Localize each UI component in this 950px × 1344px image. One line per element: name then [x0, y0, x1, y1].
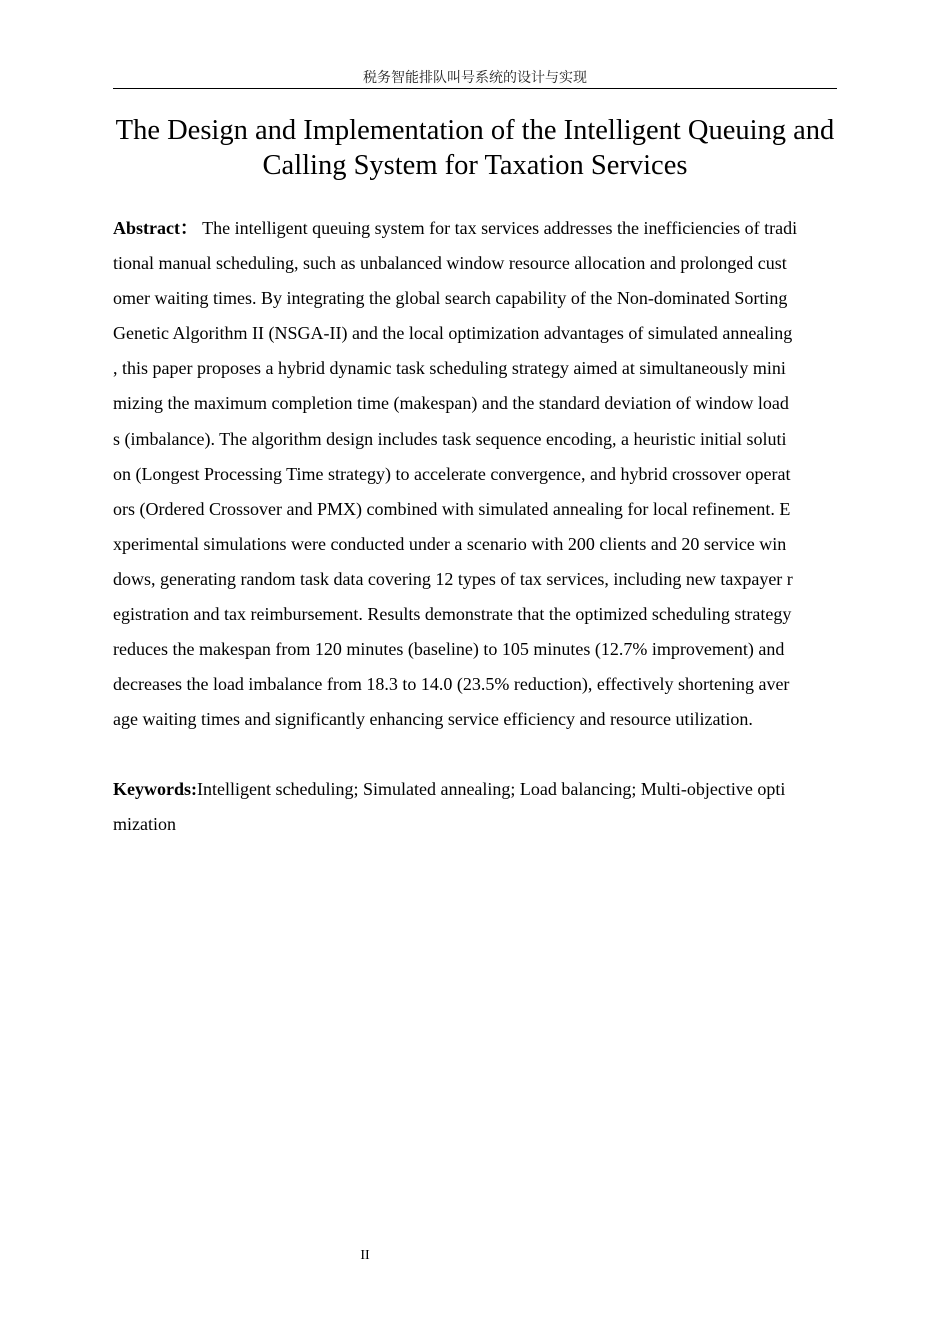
title-line-2: Calling System for Taxation Services — [262, 150, 688, 181]
abstract-line: xperimental simulations were conducted under a scenario with 200 clients and 20 service win — [113, 533, 787, 554]
abstract-line: omer waiting times. By integrating the global search capability of the Non-dominated Sorting — [113, 288, 788, 309]
running-header: 税务智能排队叫号系统的设计与实现 — [363, 70, 587, 86]
abstract-line: s (imbalance). The algorithm design includes task sequence encoding, a heuristic initial soluti — [113, 428, 787, 449]
abstract-line: age waiting times and significantly enhancing service efficiency and resource utilization. — [113, 709, 753, 730]
keywords-line — [113, 772, 837, 807]
abstract-line: mizing the maximum completion time (makespan) and the standard deviation of window load — [113, 393, 789, 414]
abstract-line: Genetic Algorithm II (NSGA-II) and the local optimization advantages of simulated annealing — [113, 323, 793, 344]
abstract-line: egistration and tax reimbursement. Results demonstrate that the optimized scheduling strategy — [113, 604, 792, 625]
abstract-line: decreases the load imbalance from 18.3 to 14.0 (23.5% reduction), effectively shortening aver — [113, 674, 790, 695]
header-rule — [113, 88, 837, 89]
abstract-line: dows, generating random task data covering 12 types of tax services, including new taxpayer r — [113, 568, 793, 589]
keywords-section — [113, 772, 837, 842]
paper-title — [108, 113, 842, 183]
abstract-line: reduces the makespan from 120 minutes (baseline) to 105 minutes (12.7% improvement) and — [113, 639, 785, 660]
abstract-line: , this paper proposes a hybrid dynamic task scheduling strategy aimed at simultaneously mini — [113, 358, 786, 379]
keywords-label: Keywords: — [113, 779, 197, 799]
abstract-line: tional manual scheduling, such as unbalanced window resource allocation and prolonged cust — [113, 253, 787, 274]
abstract-line: ors (Ordered Crossover and PMX) combined with simulated annealing for local refinement. E — [113, 498, 791, 519]
keywords-text: Intelligent scheduling; Simulated annealing; Load balancing; Multi-objective opti — [197, 779, 786, 799]
abstract-section — [113, 211, 837, 737]
abstract-text: The intelligent queuing system for tax services addresses the inefficiencies of tradi — [197, 218, 798, 238]
abstract-line: on (Longest Processing Time strategy) to accelerate convergence, and hybrid crossover operat — [113, 463, 791, 484]
abstract-label: Abstract： — [113, 218, 198, 238]
page-number: II — [360, 1248, 370, 1263]
abstract-line — [113, 211, 837, 246]
keywords-line: mization — [113, 814, 176, 834]
title-line-1: The Design and Implementation of the Intelligent Queuing and — [115, 115, 835, 146]
